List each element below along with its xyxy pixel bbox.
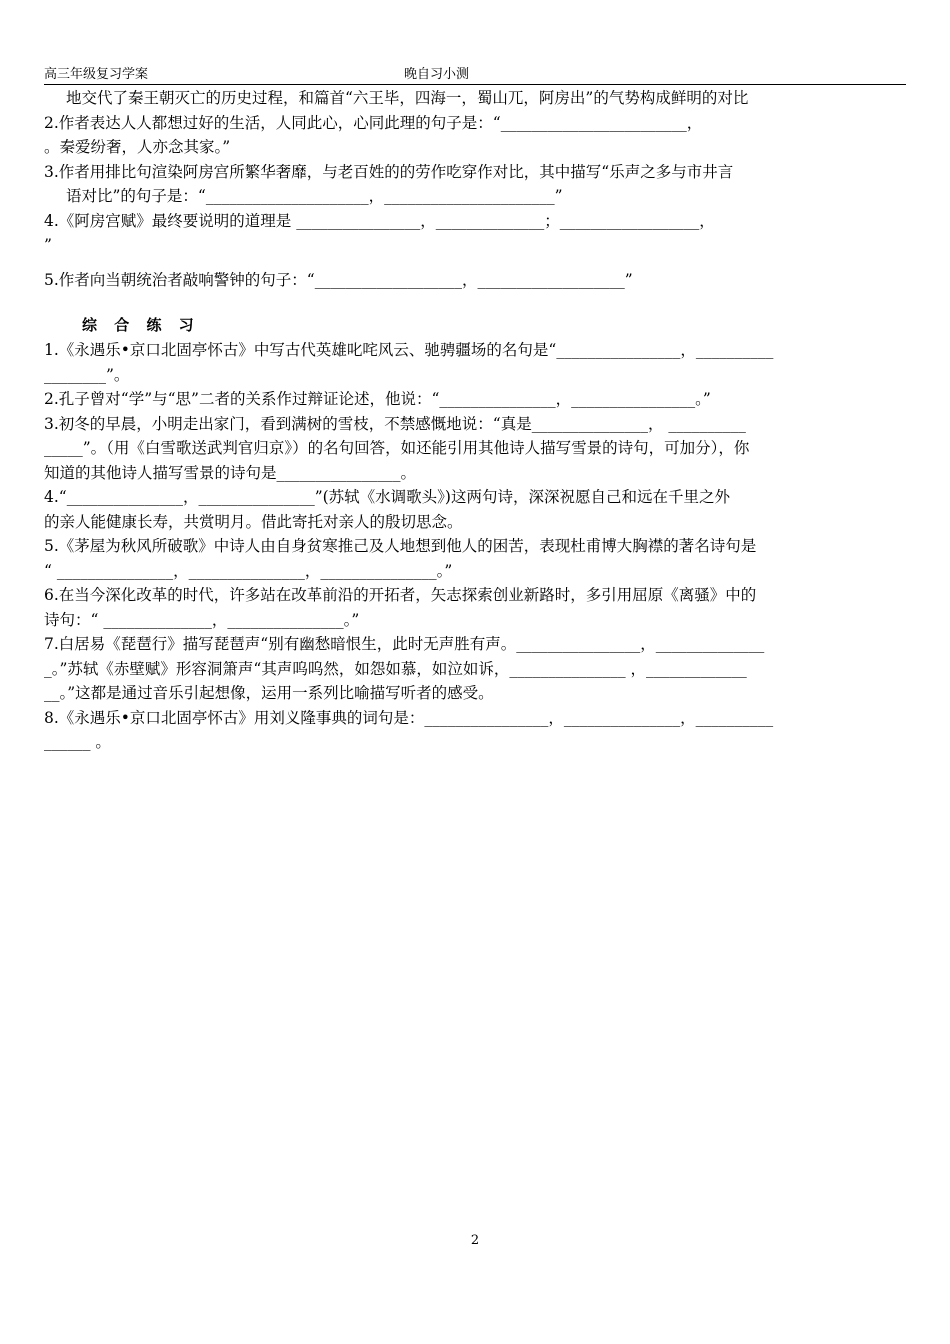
exercise-line: 8.《永遇乐•京口北固亭怀古》用刘义隆事典的词句是：________________，_______________，__________ (44, 708, 774, 727)
question-line: 4.《阿房宫赋》最终要说明的道理是 ________________，______________；__________________， (44, 211, 715, 230)
question-line: 2.作者表达人人都想过好的生活，人同此心，心同此理的句子是：“________________________， (44, 113, 703, 132)
exercise-line: “ _______________，_______________，_______________。” (44, 561, 453, 580)
exercise-line: 的亲人能健康长寿，共赏明月。借此寄托对亲人的殷切思念。 (44, 512, 463, 531)
exercise-line: 5.《茅屋为秋风所破歌》中诗人由自身贫寒推己及人地想到他人的困苦，表现杜甫博大胸襟的著名诗句是 (44, 537, 757, 555)
question-line: 语对比”的句子是：“_____________________，______________________” (66, 187, 563, 205)
header-course-title: 高三年级复习学案 (44, 67, 149, 82)
exercise-line: 7.白居易《琵琶行》描写琵琶声“别有幽愁暗恨生，此时无声胜有声。________________，______________ (44, 635, 765, 653)
question-line: ” (44, 236, 52, 254)
exercise-line: 诗句：“ ______________，_______________。” (44, 610, 360, 629)
page-header (44, 66, 906, 85)
exercise-line: 1.《永遇乐•京口北固亭怀古》中写古代英雄叱咤风云、驰骋疆场的名句是“________________，__________ (44, 341, 774, 359)
exercise-line: 6.在当今深化改革的时代，许多站在改革前沿的开拓者，矢志探索创业新路时，多引用屈原《离骚》中的 (44, 586, 757, 604)
question-line: 5.作者向当朝统治者敲响警钟的句子：“___________________，___________________” (44, 270, 633, 289)
section-title: 综 合 练 习 (82, 316, 200, 334)
exercise-line: ______ 。 (44, 733, 111, 751)
exercise-line: ________”。 (44, 365, 130, 384)
exercise-line: _____”。（用《白雪歌送武判官归京》）的名句回答，如还能引用其他诗人描写雪景的诗句，可加分），你 (44, 439, 750, 457)
header-quiz-title: 晚自习小测 (404, 67, 470, 82)
worksheet-body (44, 86, 908, 755)
page-number: 2 (470, 1233, 480, 1248)
exercise-line: 知道的其他诗人描写雪景的诗句是________________。 (44, 463, 417, 482)
question-line: 地交代了秦王朝灭亡的历史过程，和篇首“六王毕，四海一，蜀山兀，阿房出”的气势构成鲜明的对比 (66, 89, 749, 107)
exercise-line: _。”苏轼《赤壁赋》形容洞箫声“其声呜呜然，如怨如慕，如泣如诉，_______________ ，_____________ (44, 659, 747, 678)
exercise-line: 3.初冬的早晨，小明走出家门，看到满树的雪枝，不禁感慨地说：“真是_______________， __________ (44, 414, 746, 433)
exercise-line: 2.孔子曾对“学”与“思”二者的关系作过辩证论述，他说：“_______________，________________。” (44, 390, 711, 408)
exercise-line: 4.“_______________，_______________”(苏轼《水调歌头》)这两句诗，深深祝愿自己和远在千里之外 (44, 488, 730, 506)
question-line: 。秦爱纷奢，人亦念其家。” (44, 138, 231, 156)
question-line: 3.作者用排比句渲染阿房宫所繁华奢靡，与老百姓的的劳作吃穿作对比，其中描写“乐声之多与市井言 (44, 162, 734, 181)
exercise-line: __。”这都是通过音乐引起想像，运用一系列比喻描写听者的感受。 (44, 684, 494, 702)
